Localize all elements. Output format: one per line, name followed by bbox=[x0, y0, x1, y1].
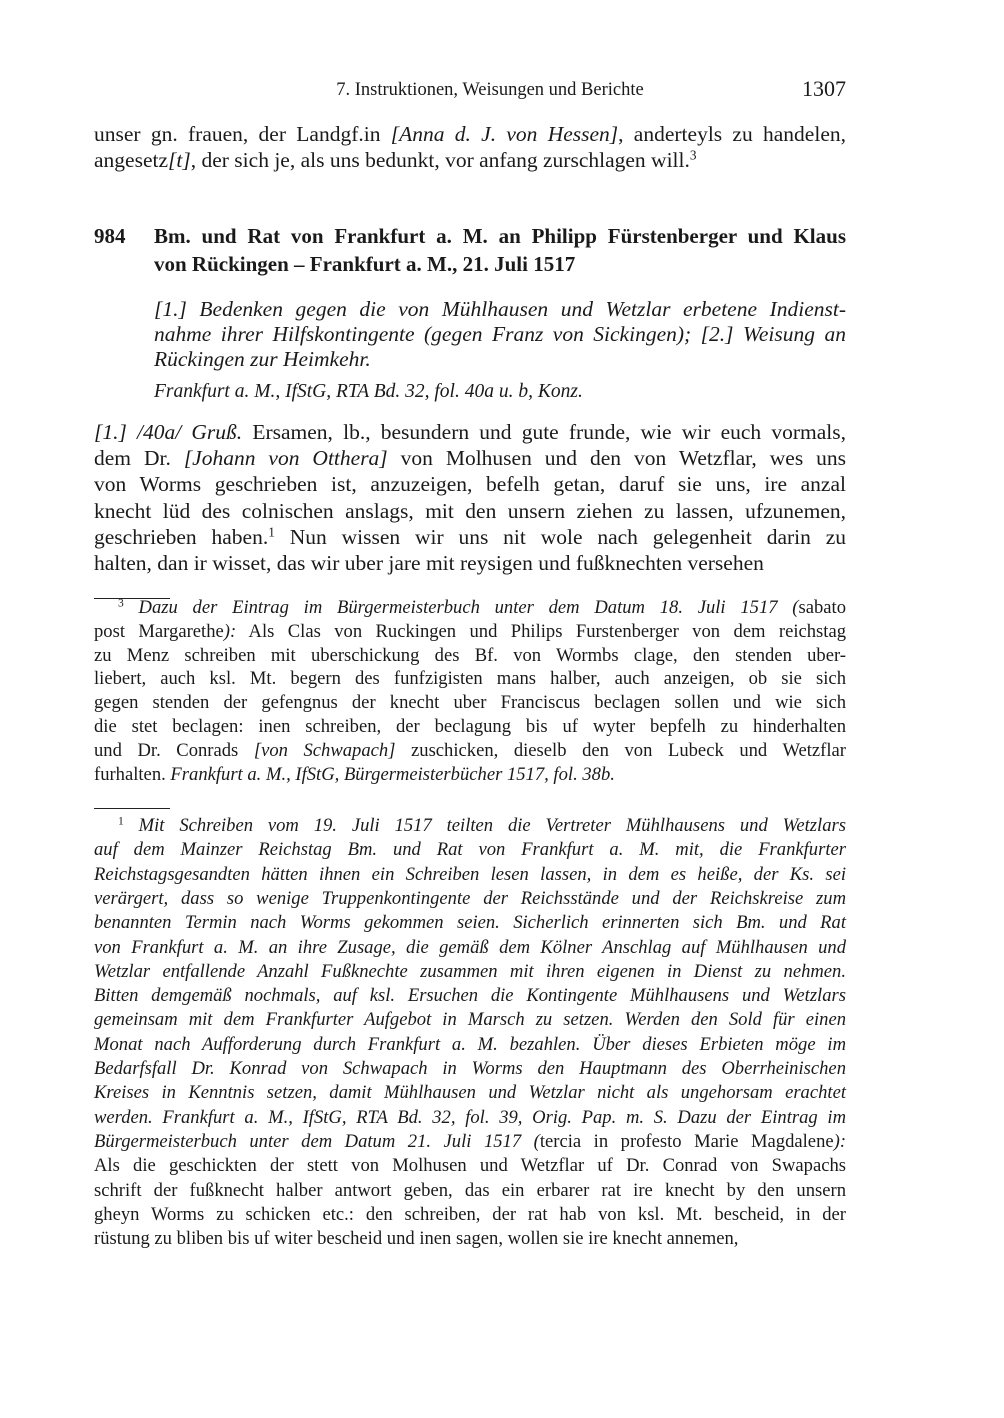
body-line-6: halten, dan ir wisset, das wir uber jare mit reysigen und fußknechten versehen bbox=[94, 551, 764, 575]
footnote-3-line-6: die stet beclagen: inen schreiben, der beclagung bis uf wyter bepfelh zu hinderhalten bbox=[94, 716, 846, 737]
source-citation: Frankfurt a. M., IfStG, RTA Bd. 32, fol. 40a u. b, Konz. bbox=[154, 381, 583, 402]
footnote-3-line-3: zu Menz schreiben mit uberschickung des Bf. von Wormbs clage, den stenden uber- bbox=[94, 644, 846, 666]
document-number: 984 bbox=[94, 224, 126, 248]
footnote-marker[interactable]: 1 bbox=[118, 815, 124, 828]
body-line-5: geschrieben haben.$^1$ Nun wissen wir uns nit wole nach gelegenheit darin zu bbox=[94, 524, 847, 549]
body-line-3: von Worms geschrieben ist, anzuzeigen, befelh getan, daruf sie uns, ire anzal bbox=[94, 472, 846, 497]
footnote-marker[interactable]: 3 bbox=[689, 147, 697, 163]
page-number: 1307 bbox=[802, 76, 846, 101]
body-line-1: [1.] /40a/ Gruß. Ersamen, lb., besundern und gute frunde, wie wir euch vormals, bbox=[94, 420, 846, 444]
footnote-1-line-3: Reichstagsgesandten hätten ihnen ein Schreiben lesen lassen, in dem es heiße, der Ks. sei bbox=[94, 863, 846, 885]
footnote-1-line-2: auf dem Mainzer Reichstag Bm. und Rat von Frankfurt a. M. mit, die Frankfurter bbox=[94, 839, 846, 861]
footnote-1-line-5: benannten Termin nach Worms gekommen seien. Sicherlich erinnerten sich Bm. und Rat bbox=[94, 912, 846, 934]
footnote-3-line-1: $^3$ Dazu der Eintrag im Bürgermeisterbuch unter dem Datum 18. Juli 1517 (sabato bbox=[118, 597, 847, 618]
footnote-1-line-14: Bürgermeisterbuch unter dem Datum 21. Juli 1517 (tercia in profesto Marie Magdalene): bbox=[94, 1130, 847, 1152]
footnote-marker[interactable]: 3 bbox=[118, 597, 124, 610]
body-line-4: knecht lüd des colnischen anslags, mit den unsern ziehen zu lassen, ufzunemen, bbox=[94, 498, 846, 523]
document-heading-line-2: von Rückingen – Frankfurt a. M., 21. Juli 1517 bbox=[154, 252, 576, 276]
footnote-1-line-4: verärgert, dass so wenige Truppenkontingente der Reichsstände und der Reichskreise zum bbox=[94, 887, 846, 909]
footnote-1-line-11: Bedarfsfall Dr. Konrad von Schwapach in Worms den Hauptmann des Oberrheinischen bbox=[94, 1058, 846, 1079]
summary-line-3: Rückingen zur Heimkehr. bbox=[154, 347, 371, 371]
footnote-1-line-12: Kreises in Kenntnis setzen, damit Mühlhausen und Wetzlar nicht als ungehorsam erachtet bbox=[94, 1082, 846, 1104]
footnote-rule-document bbox=[94, 808, 170, 809]
footnote-1-line-6: von Frankfurt a. M. an ihre Zusage, die gemäß dem Kölner Anschlag auf Mühlhausen und bbox=[94, 936, 846, 958]
document-heading-line-1: Bm. und Rat von Frankfurt a. M. an Philipp Fürstenberger und Klaus bbox=[154, 224, 846, 248]
summary-line-1: [1.] Bedenken gegen die von Mühlhausen und Wetzlar erbetene Indienst- bbox=[154, 297, 846, 321]
footnote-1-line-17: gheyn Worms zu schicken etc.: den schreiben, der rat hab von ksl. Mt. bescheid, in der bbox=[94, 1203, 846, 1225]
footnote-3-line-7: und Dr. Conrads [von Schwapach] zuschicken, dieselb den von Lubeck und Wetzflar bbox=[94, 739, 846, 761]
footnote-1-line-8: Bitten demgemäß nochmals, auf ksl. Ersuchen die Kontingente Mühlhausens und Wetzlars bbox=[94, 985, 846, 1007]
footnote-3-line-2: post Margarethe): Als Clas von Ruckingen und Philips Furstenberger von dem reichstag bbox=[94, 620, 847, 642]
footnote-1-line-1: $^1$ Mit Schreiben vom 19. Juli 1517 teilten die Vertreter Mühlhausens und Wetzlars bbox=[118, 815, 846, 836]
continuation-line-1: unser gn. frauen, der Landgf.in [Anna d. J. von Hessen], anderteyls zu handelen, bbox=[94, 122, 846, 146]
footnote-1-line-13: werden. Frankfurt a. M., IfStG, RTA Bd. 32, fol. 39, Orig. Pap. m. S. Dazu der Eintrag im bbox=[94, 1106, 846, 1128]
footnote-3-line-4: liebert, auch ksl. Mt. begern des funfzigisten mans halber, auch anzeigen, ob sie sich bbox=[94, 668, 846, 690]
running-head bbox=[94, 76, 846, 106]
footnote-1-line-7: Wetzlar entfallende Anzahl Fußknechte zusammen mit ihren eigenen in Dienst zu nehmen. bbox=[94, 960, 846, 982]
summary-line-2: nahme ihrer Hilfskontingente (gegen Franz von Sickingen); [2.] Weisung an bbox=[154, 322, 846, 346]
footnote-1-line-18: rüstung zu bliben bis uf witer bescheid und inen sagen, wollen sie ire knecht annemen, bbox=[94, 1228, 739, 1250]
footnote-1-line-9: gemeinsam mit dem Frankfurter Aufgebot in Marsch zu setzen. Werden den Sold für einen bbox=[94, 1009, 846, 1031]
footnote-1-line-16: schrift der fußknecht halber antwort geben, das ein erbarer rat ire knecht by den unsern bbox=[94, 1179, 846, 1201]
footnote-3-line-8: furhalten. Frankfurt a. M., IfStG, Bürgermeisterbücher 1517, fol. 38b. bbox=[94, 763, 615, 785]
footnote-3-line-5: gegen stenden der gefengnus der knecht uber Franciscus beclagen sollen und wie sich bbox=[94, 692, 846, 714]
footnote-1-line-10: Monat nach Aufforderung durch Frankfurt a. M. bezahlen. Über dieses Erbieten möge im bbox=[94, 1033, 846, 1055]
running-head-title: 7. Instruktionen, Weisungen und Berichte bbox=[336, 80, 644, 100]
footnote-marker[interactable]: 1 bbox=[268, 524, 275, 540]
body-line-2: dem Dr. [Johann von Otthera] von Molhusen und den von Wetzflar, wes uns bbox=[94, 446, 847, 471]
continuation-line-2: angesetz[t], der sich je, als uns bedunkt, vor anfang zurschlagen will.$^3$ bbox=[94, 147, 697, 172]
footnote-1-line-15: Als die geschickten der stett von Molhusen und Wetzflar uf Dr. Conrad von Swapachs bbox=[94, 1155, 846, 1177]
